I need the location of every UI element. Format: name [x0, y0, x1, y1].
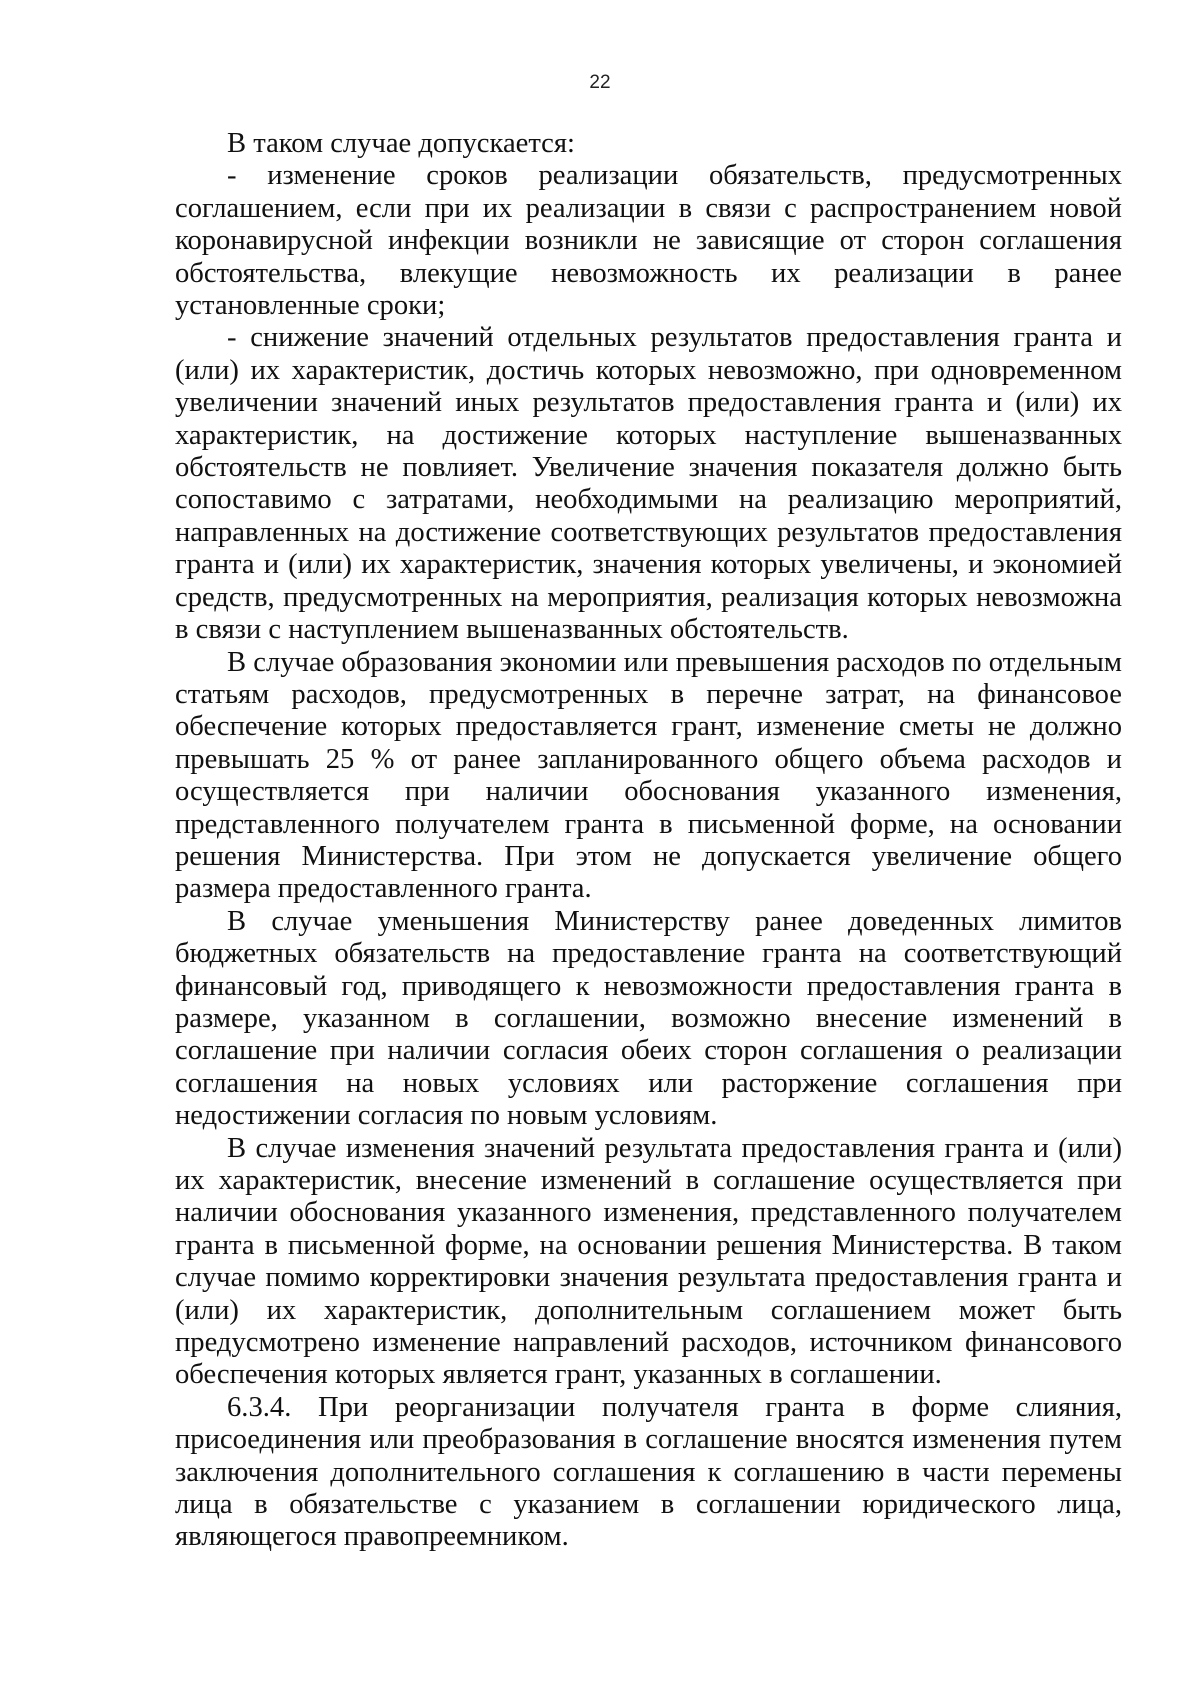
page-number: 22 — [589, 72, 611, 93]
paragraph-intro: В таком случае допускается: — [227, 128, 575, 159]
paragraph-budget-savings: В случае образования экономии или превышения расходов по отдельным статьям расходов, предусмотренных в перечне затрат, на финансовое обеспечение которых предоставляется грант, изменение сметы не должно превышать 25 % от ранее запланированного общего объема расходов и осуществляется при наличии обоснования указанного изменения, представленного получателем гранта в письменной форме, на основании решения Министерства. При этом не допускается увеличение общего размера предоставленного гранта. — [175, 646, 1122, 905]
paragraph-deadline-change: - изменение сроков реализации обязательств, предусмотренных соглашением, если при их реализации в связи с распространением новой коронавирусной инфекции возникли не зависящие от сторон соглашения обстоятельства, влекущие невозможность их реализации в ранее установленные сроки; — [175, 160, 1122, 322]
document-body — [175, 128, 1122, 1554]
paragraph-limits-reduction: В случае уменьшения Министерству ранее доведенных лимитов бюджетных обязательств на предоставление гранта на соответствующий финансовый год, приводящего к невозможности предоставления гранта в размере, указанном в соглашении, возможно внесение изменений в соглашение при наличии согласия обеих сторон соглашения о реализации соглашения на новых условиях или расторжение соглашения при недостижении согласия по новым условиям. — [175, 905, 1122, 1132]
paragraph-results-reduction: - снижение значений отдельных результатов предоставления гранта и (или) их характеристик, достичь которых невозможно, при одновременном увеличении значений иных результатов предоставления гранта и (или) их характеристик, на достижение которых наступление вышеназванных обстоятельств не повлияет. Увеличение значения показателя должно быть сопоставимо с затратами, необходимыми на реализацию мероприятий, направленных на достижение соответствующих результатов предоставления гранта и (или) их характеристик, значения которых увеличены, и экономией средств, предусмотренных на мероприятия, реализация которых невозможна в связи с наступлением вышеназванных обстоятельств. — [175, 322, 1122, 646]
paragraph-result-values-change: В случае изменения значений результата предоставления гранта и (или) их характеристик, внесение изменений в соглашение осуществляется при наличии обоснования указанного изменения, представленного получателем гранта в письменной форме, на основании решения Министерства. В таком случае помимо корректировки значения результата предоставления гранта и (или) их характеристик, дополнительным соглашением может быть предусмотрено изменение направлений расходов, источником финансового обеспечения которых является грант, указанных в соглашении. — [175, 1132, 1122, 1391]
paragraph-reorganization: 6.3.4. При реорганизации получателя гранта в форме слияния, присоединения или преобразования в соглашение вносятся изменения путем заключения дополнительного соглашения к соглашению в части перемены лица в обязательстве с указанием в соглашении юридического лица, являющегося правопреемником. — [175, 1391, 1122, 1553]
